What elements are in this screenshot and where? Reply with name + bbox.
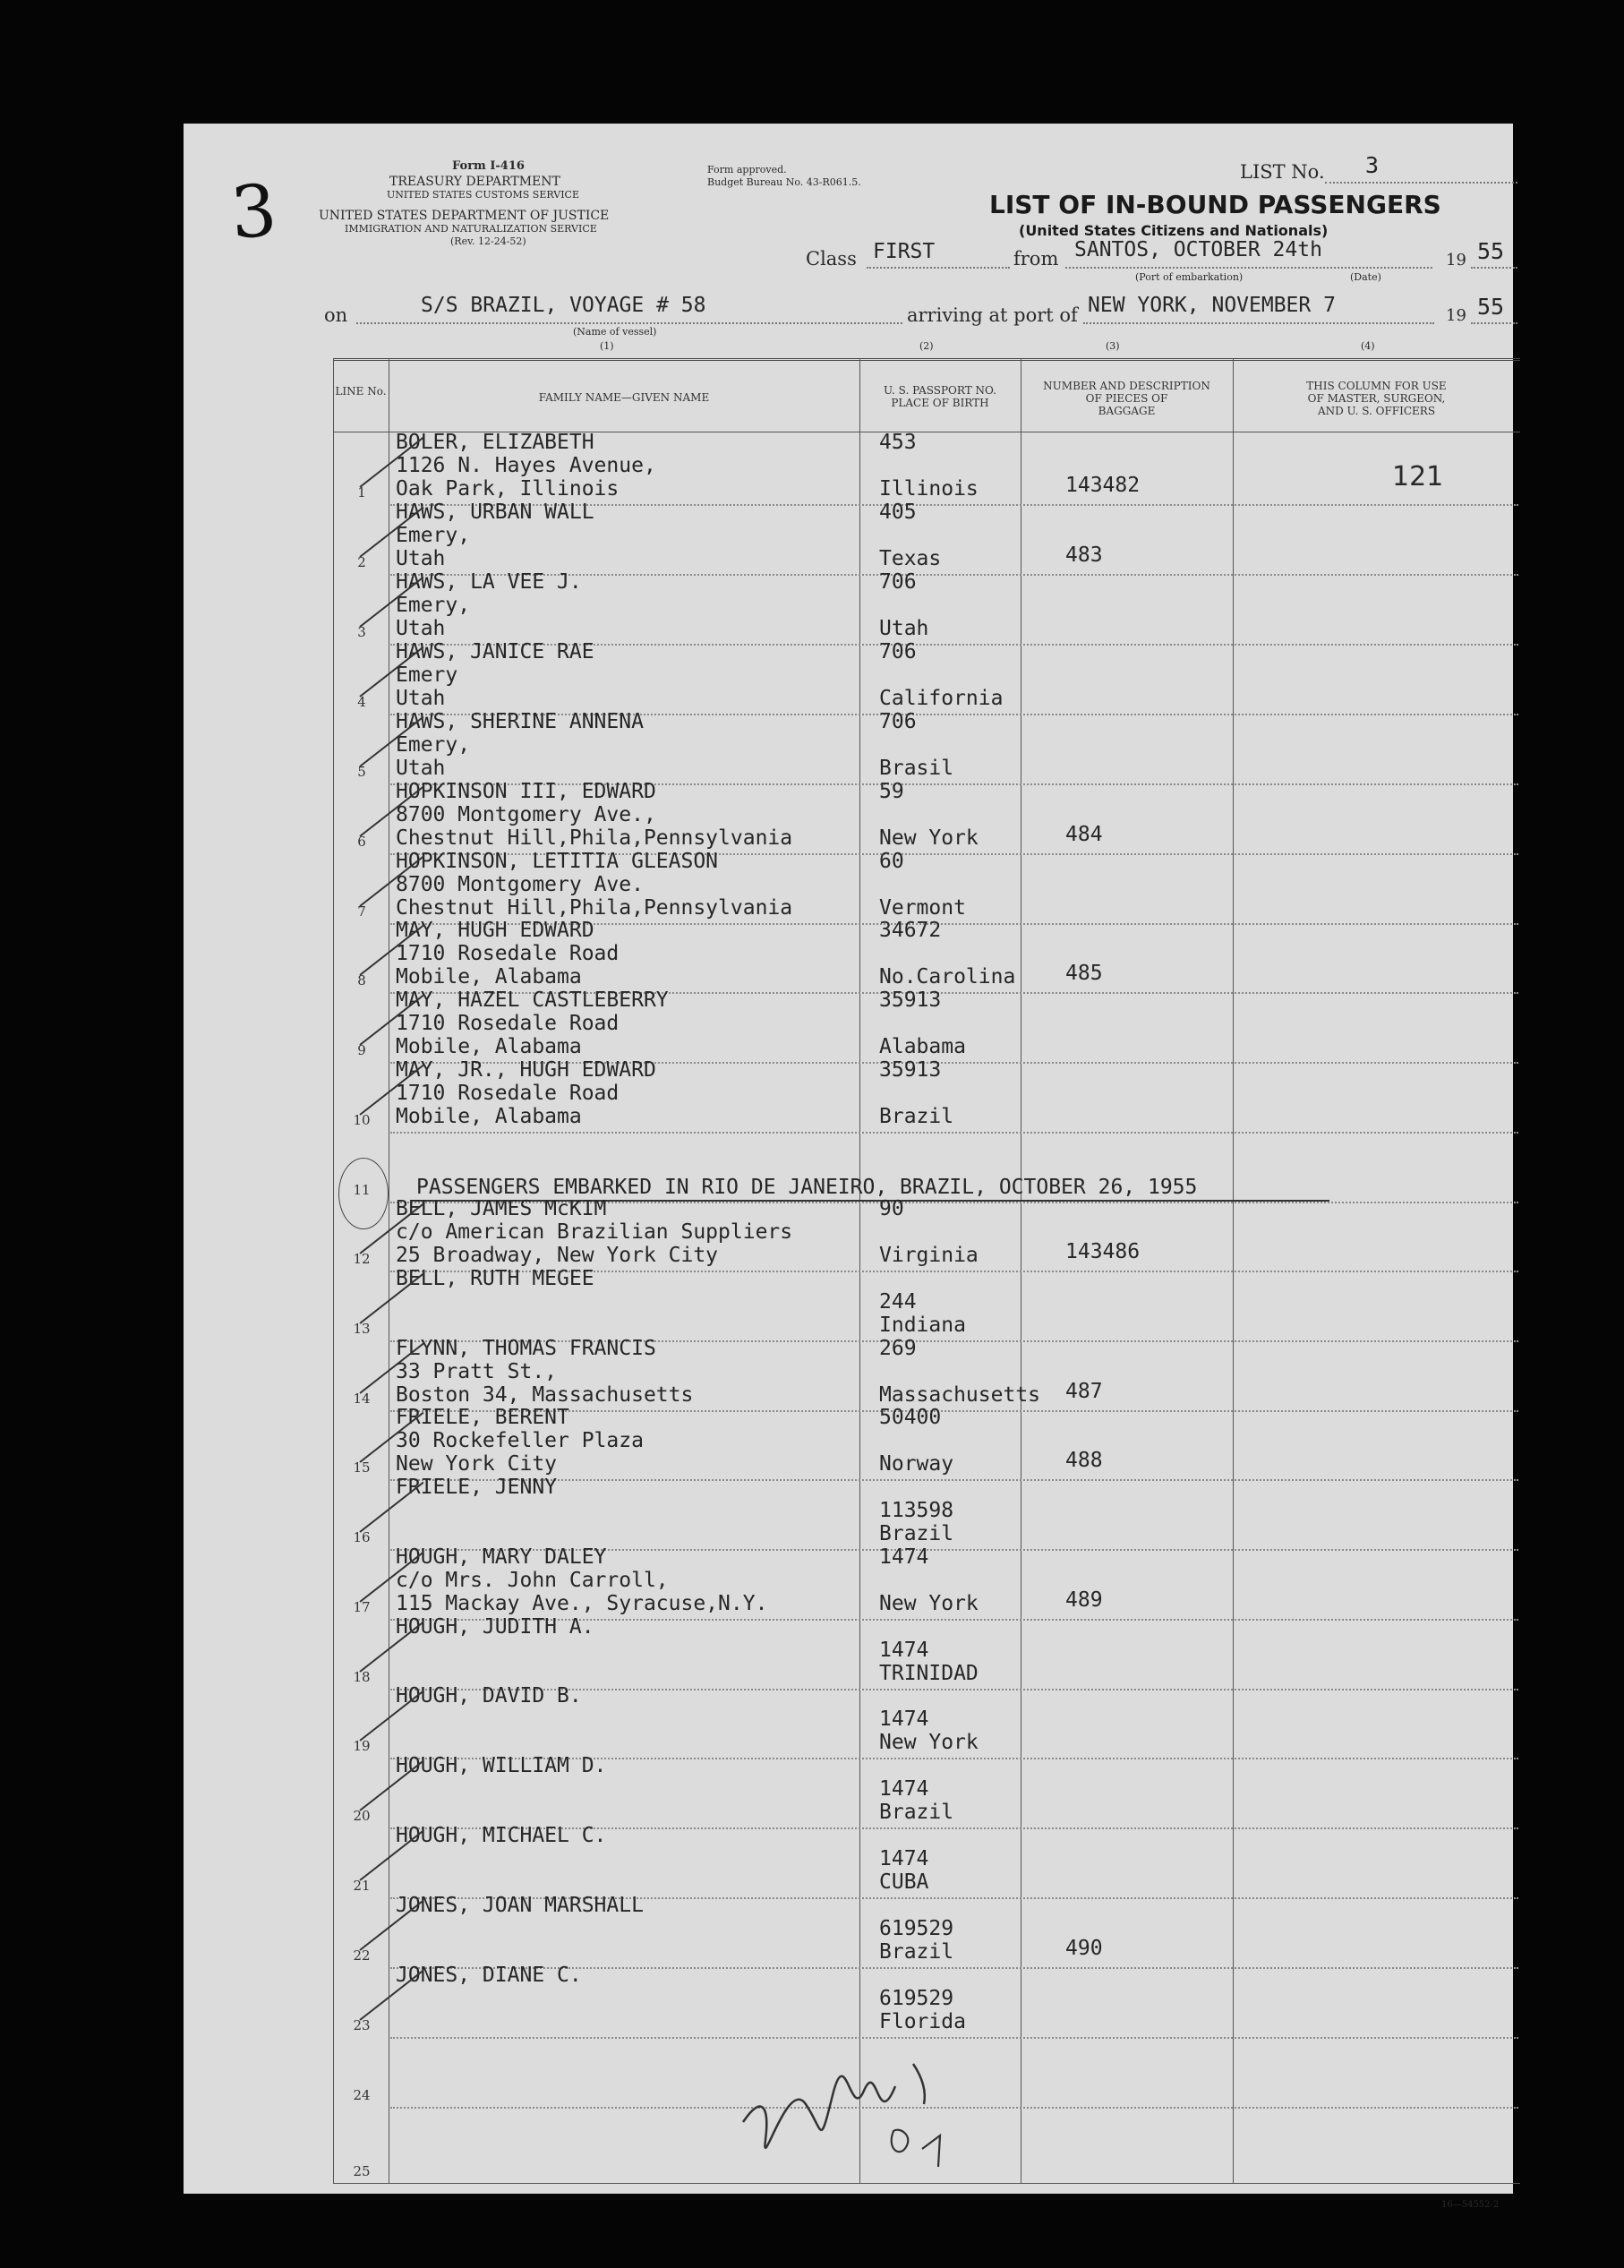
line-number: 2: [357, 554, 366, 570]
line-number: 10: [353, 1112, 371, 1128]
on-label: on: [324, 304, 348, 326]
passport-number: 706: [879, 640, 917, 663]
passport-number: 35913: [879, 989, 942, 1012]
passenger-name: MAY, HAZEL CASTLEBERRY: [396, 989, 669, 1012]
line-number: 19: [353, 1738, 371, 1754]
place-of-birth: New York: [879, 1592, 979, 1615]
passenger-address-line2: Mobile, Alabama: [396, 1105, 582, 1128]
place-of-birth: Virginia: [879, 1244, 979, 1267]
passenger-address-line1: Emery,: [396, 524, 471, 547]
col-number-3: (3): [1106, 340, 1120, 352]
place-of-birth: New York: [879, 826, 979, 850]
place-of-birth: Brasil: [879, 757, 954, 780]
passport-number: 90: [879, 1197, 904, 1220]
passenger-address-line2: Utah: [396, 757, 446, 780]
passenger-name: MAY, HUGH EDWARD: [396, 919, 594, 942]
passport-number: 113598: [879, 1499, 954, 1522]
passport-number: 59: [879, 780, 904, 803]
place-of-birth: TRINIDAD: [879, 1662, 979, 1685]
header-officers-2: OF MASTER, SURGEON,: [1307, 392, 1446, 405]
row-rule: [390, 2037, 1518, 2039]
baggage-number: 489: [1065, 1588, 1103, 1612]
header-officers-3: AND U. S. OFFICERS: [1317, 405, 1436, 417]
passenger-address-line2: Mobile, Alabama: [396, 1035, 582, 1058]
passenger-address-line1: 1710 Rosedale Road: [396, 1012, 620, 1035]
header-baggage-1: NUMBER AND DESCRIPTION: [1043, 380, 1210, 392]
passenger-name: FRIELE, JENNY: [396, 1476, 558, 1499]
place-of-birth: Alabama: [879, 1035, 966, 1058]
col-number-4: (4): [1361, 340, 1375, 352]
row-rule: [390, 1479, 1518, 1481]
from-year: 55: [1477, 238, 1505, 264]
passenger-name: HOUGH, DAVID B.: [396, 1684, 582, 1707]
passenger-name: HAWS, LA VEE J.: [396, 570, 582, 594]
passport-number: 1474: [879, 1639, 929, 1662]
line-number: 6: [357, 834, 366, 850]
passenger-address-line2: New York City: [396, 1452, 558, 1476]
passenger-name: HOPKINSON III, EDWARD: [396, 780, 656, 803]
line-number: 21: [353, 1878, 371, 1894]
passenger-address-line2: Utah: [396, 687, 446, 710]
immigration-service: IMMIGRATION AND NATURALIZATION SERVICE: [345, 223, 597, 235]
year-prefix: 19: [1446, 251, 1466, 270]
baggage-number: 490: [1065, 1937, 1103, 1960]
arriving-label: arriving at port of: [907, 304, 1078, 326]
passenger-address-line1: 1710 Rosedale Road: [396, 1082, 620, 1105]
line-number: 7: [357, 903, 366, 920]
baggage-number: 143482: [1065, 474, 1141, 497]
line-number: 24: [353, 2087, 371, 2103]
line-number: 16: [353, 1529, 371, 1545]
passenger-address-line2: Oak Park, Illinois: [396, 477, 620, 501]
place-of-birth: Texas: [879, 547, 942, 570]
passenger-address-line2: Utah: [396, 547, 446, 570]
line-number: 9: [357, 1042, 366, 1058]
passenger-name: JONES, DIANE C.: [396, 1964, 582, 1987]
place-of-birth: Illinois: [879, 477, 979, 501]
line-number: 13: [353, 1321, 371, 1337]
passport-number: 405: [879, 501, 917, 524]
passenger-address-line2: Chestnut Hill,Phila,Pennsylvania: [396, 826, 793, 850]
baggage-number: 143486: [1065, 1240, 1141, 1263]
line-number: 17: [353, 1599, 371, 1615]
passport-number: 60: [879, 850, 904, 873]
col-number-1: (1): [600, 340, 614, 352]
place-of-birth: New York: [879, 1731, 979, 1754]
baggage-number: 483: [1065, 543, 1103, 567]
embarkation-value: SANTOS, OCTOBER 24th: [1074, 238, 1322, 261]
passenger-address-line1: 1710 Rosedale Road: [396, 942, 620, 965]
justice-dept: UNITED STATES DEPARTMENT OF JUSTICE: [319, 209, 610, 223]
class-label: Class: [806, 248, 857, 270]
passenger-address-line2: 115 Mackay Ave., Syracuse,N.Y.: [396, 1592, 768, 1615]
from-year-rule: [1471, 267, 1517, 269]
treasury-dept: TREASURY DEPARTMENT: [389, 175, 560, 189]
passenger-address-line1: Emery,: [396, 594, 471, 617]
row-rule: [390, 1132, 1518, 1134]
passenger-address-line1: c/o American Brazilian Suppliers: [396, 1220, 793, 1244]
arrival-year: 55: [1477, 294, 1505, 320]
col-number-2: (2): [919, 340, 934, 352]
passenger-name: BELL, JAMES McKIM: [396, 1197, 607, 1220]
date-caption: (Date): [1350, 271, 1381, 283]
header-line-no: LINE No.: [335, 385, 387, 398]
line-number: 15: [353, 1459, 371, 1476]
place-of-birth: No.Carolina: [879, 965, 1016, 989]
from-label: from: [1013, 248, 1059, 270]
passport-number: 34672: [879, 919, 942, 942]
passenger-address-line1: 8700 Montgomery Ave.: [396, 873, 644, 896]
place-of-birth: Vermont: [879, 896, 966, 920]
section-header: PASSENGERS EMBARKED IN RIO DE JANEIRO, BRAZIL, OCTOBER 26, 1955: [416, 1176, 1198, 1199]
line-number: 23: [353, 2017, 371, 2033]
passenger-address-line1: 30 Rockefeller Plaza: [396, 1429, 644, 1452]
passenger-address-line2: Utah: [396, 617, 446, 640]
passenger-address-line1: Emery,: [396, 733, 471, 757]
list-no-rule: [1325, 182, 1517, 184]
arr-year-rule: [1471, 322, 1517, 324]
officer-note: 121: [1392, 461, 1444, 492]
passenger-address-line1: 8700 Montgomery Ave.,: [396, 803, 656, 826]
passport-number: 1474: [879, 1847, 929, 1870]
passport-number: 619529: [879, 1917, 954, 1940]
passport-number: 706: [879, 570, 917, 594]
header-name: FAMILY NAME—GIVEN NAME: [538, 391, 710, 404]
place-of-birth: Indiana: [879, 1314, 966, 1337]
line-number: 14: [353, 1391, 371, 1407]
class-rule: [867, 267, 1010, 269]
passport-number: 1474: [879, 1777, 929, 1801]
passenger-name: HOUGH, MICHAEL C.: [396, 1824, 607, 1847]
passport-number: 269: [879, 1337, 917, 1360]
table-top-rule: [333, 358, 1520, 361]
place-of-birth: Massachusetts: [879, 1383, 1041, 1407]
passenger-name: HOUGH, JUDITH A.: [396, 1615, 594, 1639]
line-number: 8: [357, 972, 366, 989]
passport-number: 35913: [879, 1058, 942, 1082]
passenger-name: FRIELE, BERENT: [396, 1406, 569, 1429]
passenger-name: HAWS, SHERINE ANNENA: [396, 710, 644, 733]
header-officers-1: THIS COLUMN FOR USE: [1306, 380, 1447, 392]
passenger-name: HAWS, JANICE RAE: [396, 640, 594, 663]
passenger-address-line1: Emery: [396, 663, 458, 687]
baggage-number: 484: [1065, 823, 1103, 846]
passenger-address-line2: 25 Broadway, New York City: [396, 1244, 719, 1267]
baggage-number: 487: [1065, 1380, 1103, 1403]
list-number: 3: [1365, 152, 1380, 178]
passenger-address-line1: 33 Pratt St.,: [396, 1360, 558, 1383]
line-number: 4: [357, 694, 366, 710]
passport-number: 1474: [879, 1707, 929, 1731]
passenger-name: MAY, JR., HUGH EDWARD: [396, 1058, 656, 1082]
vessel-caption: (Name of vessel): [573, 326, 657, 338]
passport-number: 1474: [879, 1545, 929, 1569]
passenger-name: FLYNN, THOMAS FRANCIS: [396, 1337, 656, 1360]
from-rule: [1065, 267, 1432, 269]
passenger-name: HOUGH, WILLIAM D.: [396, 1754, 607, 1777]
passport-number: 50400: [879, 1406, 942, 1429]
vessel-value: S/S BRAZIL, VOYAGE # 58: [421, 294, 706, 317]
manifest-page: [184, 124, 1513, 2194]
form-subtitle: (United States Citizens and Nationals): [1019, 222, 1329, 239]
passenger-address-line1: 1126 N. Hayes Avenue,: [396, 454, 656, 477]
line-number: 1: [357, 484, 366, 501]
line-number: 18: [353, 1669, 371, 1685]
table-left-rule: [333, 358, 334, 2183]
arriving-rule: [1083, 322, 1434, 324]
passenger-name: HAWS, URBAN WALL: [396, 501, 594, 524]
passenger-address-line1: c/o Mrs. John Carroll,: [396, 1569, 669, 1592]
place-of-birth: California: [879, 687, 1004, 710]
passport-number: 706: [879, 710, 917, 733]
revision-date: (Rev. 12-24-52): [450, 235, 526, 247]
place-of-birth: Florida: [879, 2010, 966, 2033]
class-value: FIRST: [873, 240, 936, 263]
passenger-name: HOUGH, MARY DALEY: [396, 1545, 607, 1569]
header-baggage-3: BAGGAGE: [1098, 405, 1156, 417]
line-number: 20: [353, 1808, 371, 1824]
list-no-label: LIST No.: [1240, 161, 1325, 183]
passenger-address-line2: Mobile, Alabama: [396, 965, 582, 989]
form-approved: Form approved.: [707, 164, 787, 175]
passenger-name: HOPKINSON, LETITIA GLEASON: [396, 850, 719, 873]
handwritten-page-number: 3: [227, 168, 280, 255]
form-title: LIST OF IN-BOUND PASSENGERS: [989, 190, 1441, 219]
passport-number: 619529: [879, 1987, 954, 2010]
header-passport-2: PLACE OF BIRTH: [891, 397, 989, 409]
passenger-name: BOLER, ELIZABETH: [396, 431, 594, 454]
passenger-name: BELL, RUTH MEGEE: [396, 1267, 594, 1290]
header-baggage-2: OF PIECES OF: [1085, 392, 1168, 405]
place-of-birth: Brazil: [879, 1105, 954, 1128]
arrival-port-value: NEW YORK, NOVEMBER 7: [1088, 294, 1336, 317]
place-of-birth: Brazil: [879, 1522, 954, 1545]
line-number: 5: [357, 764, 366, 780]
place-of-birth: Norway: [879, 1452, 954, 1476]
line-number: 25: [353, 2163, 371, 2179]
form-number: Form I-416: [452, 159, 525, 173]
place-of-birth: Brazil: [879, 1801, 954, 1824]
line-11-circle: [338, 1158, 389, 1229]
place-of-birth: Brazil: [879, 1940, 954, 1964]
vessel-rule: [356, 322, 902, 324]
line-number: 3: [357, 624, 366, 640]
handwritten-scribble: [734, 2041, 985, 2185]
place-of-birth: Utah: [879, 617, 929, 640]
baggage-number: 488: [1065, 1449, 1103, 1472]
port-caption: (Port of embarkation): [1135, 271, 1244, 283]
line-number: 11: [353, 1182, 371, 1198]
passenger-address-line2: Chestnut Hill,Phila,Pennsylvania: [396, 896, 793, 920]
budget-bureau: Budget Bureau No. 43-R061.5.: [707, 176, 861, 188]
header-passport-1: U. S. PASSPORT NO.: [884, 384, 996, 397]
customs-service: UNITED STATES CUSTOMS SERVICE: [387, 189, 579, 201]
line-number: 12: [353, 1251, 371, 1267]
line-number: 22: [353, 1947, 371, 1964]
passenger-address-line2: Boston 34, Massachusetts: [396, 1383, 694, 1407]
year-prefix-2: 19: [1446, 306, 1466, 325]
footer-code: 16—54552-2: [1441, 2200, 1500, 2210]
passport-number: 453: [879, 431, 917, 454]
passenger-name: JONES, JOAN MARSHALL: [396, 1894, 644, 1917]
place-of-birth: CUBA: [879, 1870, 929, 1894]
baggage-number: 485: [1065, 962, 1103, 985]
passport-number: 244: [879, 1290, 917, 1314]
